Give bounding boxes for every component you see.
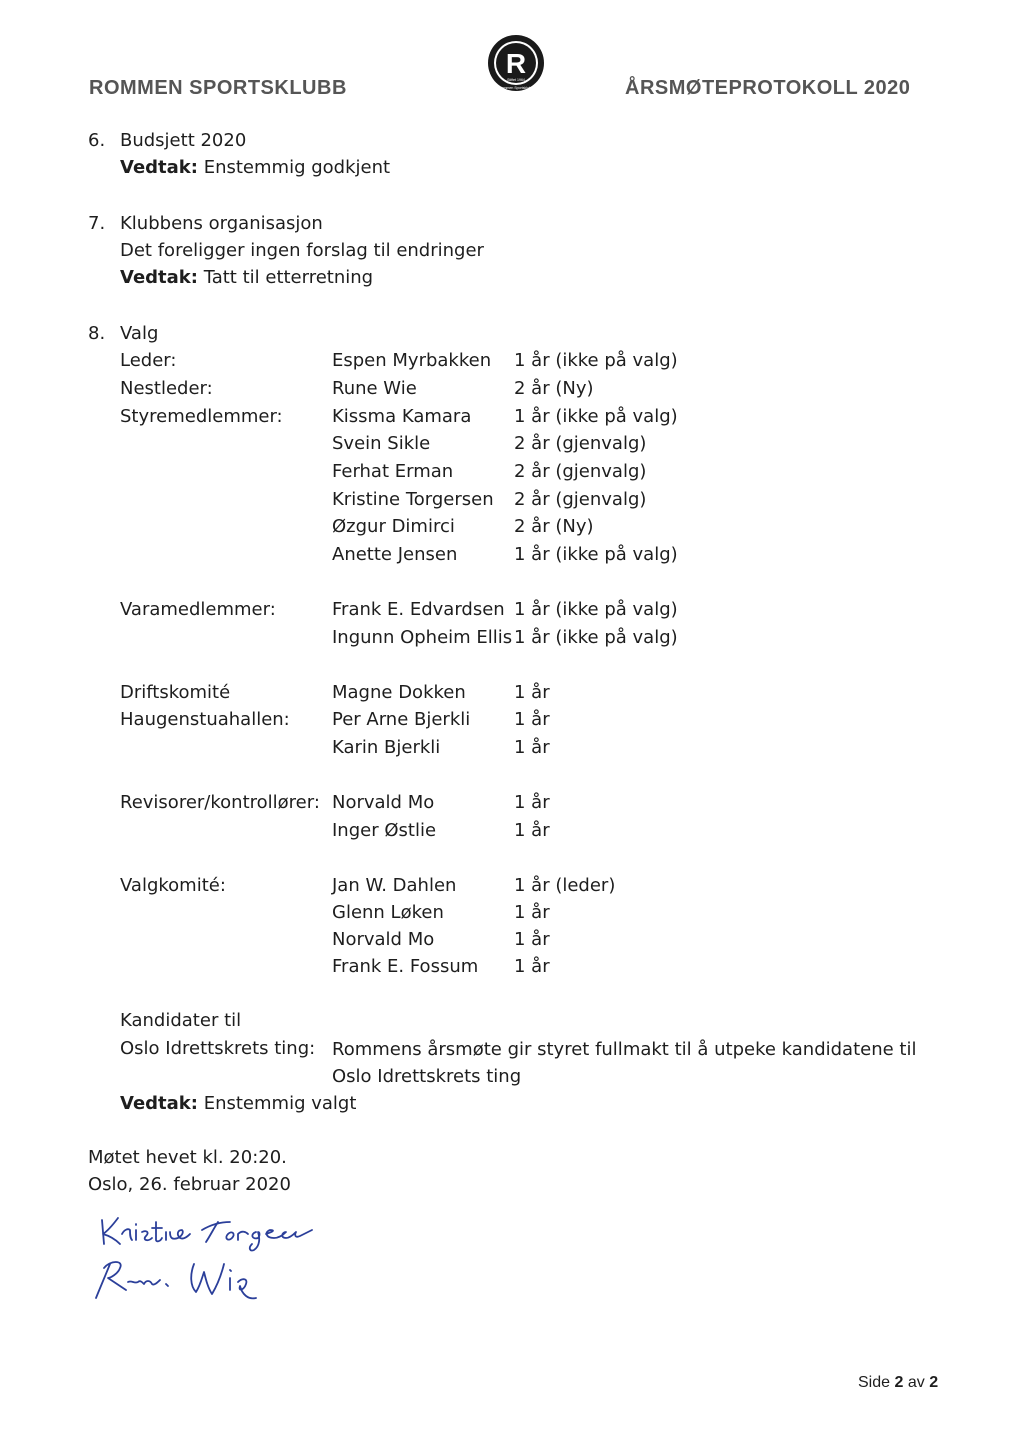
styremedlem-term: 2 år (gjenvalg) <box>514 461 647 482</box>
item-6-vedtak <box>120 158 390 178</box>
valgkomite-label: Valgkomité: <box>120 875 226 896</box>
item-8-number: 8. <box>88 323 106 344</box>
styremedlem-name: Anette Jensen <box>332 544 458 565</box>
leder-name: Espen Myrbakken <box>332 350 492 371</box>
revisor-name: Norvald Mo <box>332 792 435 813</box>
vedtak-text: Enstemmig valgt <box>203 1093 357 1114</box>
kandidater-label-line1: Kandidater til <box>120 1010 242 1031</box>
of-label: av <box>907 1374 925 1391</box>
closing-line-2: Oslo, 26. februar 2020 <box>88 1174 291 1195</box>
vedtak-label: Vedtak: <box>120 267 198 288</box>
valgkomite-name: Norvald Mo <box>332 929 435 950</box>
styremedlem-term: 1 år (ikke på valg) <box>514 406 678 427</box>
item-7-text: Det foreligger ingen forslag til endringer <box>120 240 484 261</box>
varamedlem-name: Frank E. Edvardsen <box>332 599 505 620</box>
styremedlem-term: 1 år (ikke på valg) <box>514 544 678 565</box>
logo-ring-top: Stiftet 1964 <box>507 78 525 82</box>
logo-letter: R <box>505 48 527 79</box>
club-logo <box>486 33 546 97</box>
nestleder-label: Nestleder: <box>120 378 213 399</box>
total-pages: 2 <box>929 1374 939 1391</box>
varamedlem-name: Ingunn Opheim Ellis <box>332 627 513 648</box>
closing-line-1: Møtet hevet kl. 20:20. <box>88 1147 287 1168</box>
styremedlemmer-label: Styremedlemmer: <box>120 406 283 427</box>
vedtak-text: Tatt til etterretning <box>203 267 374 288</box>
vedtak-label: Vedtak: <box>120 1093 198 1114</box>
item-6-title: Budsjett 2020 <box>120 130 247 151</box>
revisor-term: 1 år <box>514 820 550 841</box>
driftskomite-name: Magne Dokken <box>332 682 466 703</box>
valgkomite-name: Jan W. Dahlen <box>332 875 457 896</box>
current-page: 2 <box>894 1374 904 1391</box>
handwritten-signatures <box>90 1208 330 1308</box>
logo-ring-bottom: Rommen Sportsklubb <box>499 86 533 90</box>
item-8-title: Valg <box>120 323 159 344</box>
styremedlem-name: Kristine Torgersen <box>332 489 494 510</box>
styremedlem-name: Øzgur Dimirci <box>332 516 455 537</box>
revisorer-label: Revisorer/kontrollører: <box>120 792 320 813</box>
valgkomite-name: Glenn Løken <box>332 902 444 923</box>
valgkomite-term: 1 år <box>514 956 550 977</box>
kandidater-text-line2: Oslo Idrettskrets ting <box>332 1066 522 1087</box>
document-title: ÅRSMØTEPROTOKOLL 2020 <box>625 77 911 99</box>
styremedlem-term: 2 år (Ny) <box>514 516 594 537</box>
item-6-number: 6. <box>88 130 106 151</box>
styremedlem-name: Ferhat Erman <box>332 461 454 482</box>
valgkomite-term: 1 år <box>514 929 550 950</box>
kandidater-text-line1: Rommens årsmøte gir styret fullmakt til å utpeke kandidatene til <box>332 1039 917 1060</box>
driftskomite-term: 1 år <box>514 682 550 703</box>
revisor-term: 1 år <box>514 792 550 813</box>
nestleder-name: Rune Wie <box>332 378 417 399</box>
styremedlem-name: Svein Sikle <box>332 433 431 454</box>
kandidater-label-line2: Oslo Idrettskrets ting: <box>120 1038 316 1059</box>
valgkomite-term: 1 år (leder) <box>514 875 616 896</box>
leder-term: 1 år (ikke på valg) <box>514 350 678 371</box>
item-7-title: Klubbens organisasjon <box>120 213 323 234</box>
driftskomite-name: Per Arne Bjerkli <box>332 709 471 730</box>
leder-label: Leder: <box>120 350 177 371</box>
styremedlem-term: 2 år (gjenvalg) <box>514 489 647 510</box>
varamedlemmer-label: Varamedlemmer: <box>120 599 276 620</box>
varamedlem-term: 1 år (ikke på valg) <box>514 599 678 620</box>
vedtak-label: Vedtak: <box>120 157 198 178</box>
revisor-name: Inger Østlie <box>332 820 437 841</box>
valgkomite-name: Frank E. Fossum <box>332 956 479 977</box>
side-label: Side <box>858 1374 891 1391</box>
styremedlem-name: Kissma Kamara <box>332 406 472 427</box>
varamedlem-term: 1 år (ikke på valg) <box>514 627 678 648</box>
driftskomite-term: 1 år <box>514 709 550 730</box>
driftskomite-label-line1: Driftskomité <box>120 682 231 703</box>
nestleder-term: 2 år (Ny) <box>514 378 594 399</box>
valgkomite-term: 1 år <box>514 902 550 923</box>
vedtak-text: Enstemmig godkjent <box>203 157 391 178</box>
page-indicator <box>858 1374 938 1392</box>
item-8-vedtak <box>120 1094 356 1114</box>
styremedlem-term: 2 år (gjenvalg) <box>514 433 647 454</box>
driftskomite-label-line2: Haugenstuahallen: <box>120 709 290 730</box>
driftskomite-name: Karin Bjerkli <box>332 737 441 758</box>
item-7-vedtak <box>120 268 373 288</box>
item-7-number: 7. <box>88 213 106 234</box>
club-name: ROMMEN SPORTSKLUBB <box>89 77 347 99</box>
driftskomite-term: 1 år <box>514 737 550 758</box>
